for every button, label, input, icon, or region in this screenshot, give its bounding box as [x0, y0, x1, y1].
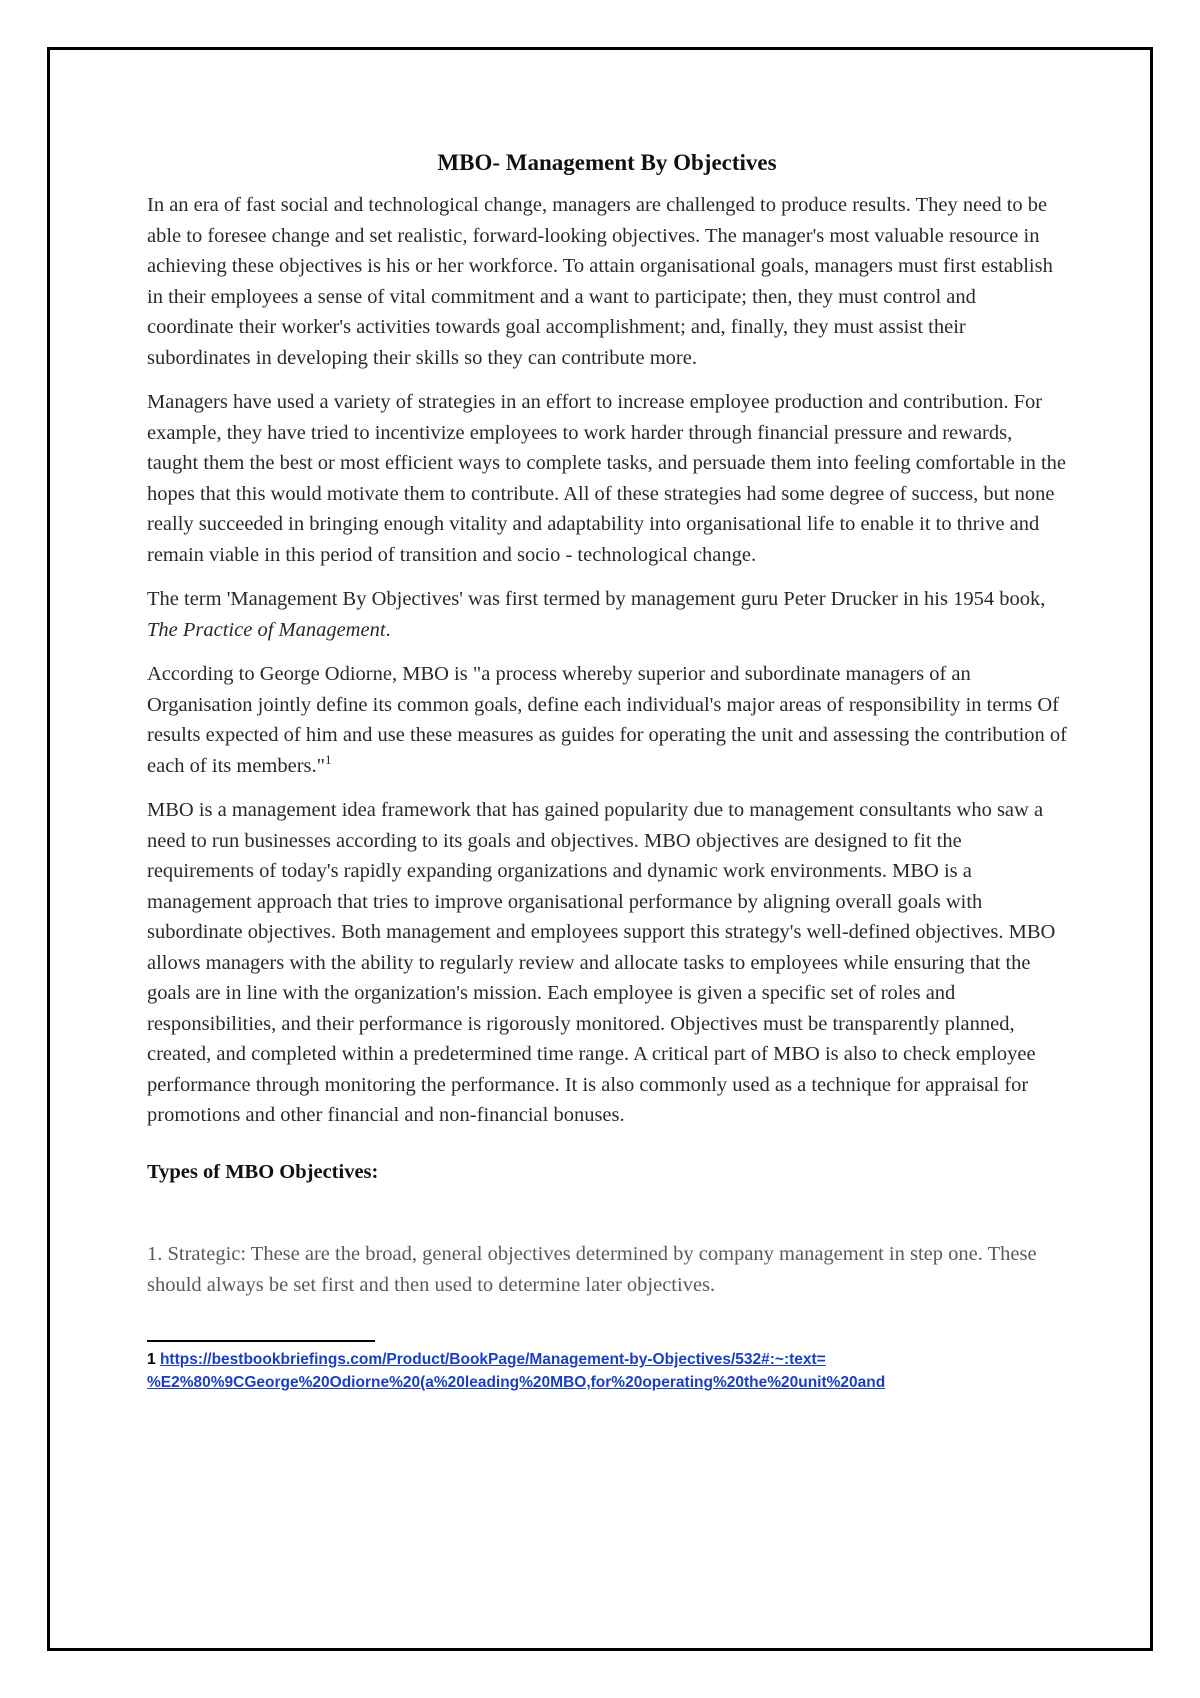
document-title: MBO- Management By Objectives — [437, 150, 777, 175]
paragraph-strategies: Managers have used a variety of strategies in an effort to increase employee production and contribution. For example, they have tried to incentivize employees to work harder through financial pressure and rewards, taught them the best or most efficient ways to complete tasks, and persuade them into feeling comfortable in the hopes that this would motivate them to contribute. All of these strategies had some degree of success, but none really succeeded in bringing enough vitality and adaptability into organisational life to enable it to thrive and remain viable in this period of transition and socio - technological change. — [147, 391, 1067, 566]
footnote-link-line-2[interactable]: %E2%80%9CGeorge%20Odiorne%20(a%20leading%20MBO,for%20operating%20the%20unit%20and — [147, 1374, 886, 1391]
paragraph-odiorne-text: According to George Odiorne, MBO is "a process whereby superior and subordinate managers of an Organisation jointly define its common goals, define each individual's major areas of responsibility in terms Of results expected of him and use these measures as guides for operating the unit and assessing the contribution of each of its members." — [147, 663, 1067, 777]
footnote-link-line-1[interactable]: https://bestbookbriefings.com/Product/BookPage/Management-by-Objectives/532#:~:text= — [159, 1351, 826, 1368]
book-title: The Practice of Management — [147, 618, 386, 641]
footnote-number: 1 — [147, 1351, 156, 1368]
paragraph-odiorne — [147, 659, 1067, 781]
paragraph-drucker — [147, 584, 1067, 645]
footnote-reference[interactable]: 1 — [325, 751, 332, 767]
document-body — [147, 148, 1067, 1394]
footnote-separator — [147, 1340, 375, 1342]
section-heading-types: Types of MBO Objectives: — [147, 1160, 379, 1183]
paragraph-intro: In an era of fast social and technological change, managers are challenged to produce results. They need to be able to foresee change and set realistic, forward-looking objectives. The manager's most valuable resource in achieving these objectives is his or her workforce. To attain organisational goals, managers must first establish in their employees a sense of vital commitment and a want to participate; then, they must control and coordinate their worker's activities towards goal accomplishment; and, finally, they must assist their subordinates in developing their skills so they can contribute more. — [147, 194, 1053, 369]
paragraph-drucker-end: . — [385, 618, 391, 641]
list-item-strategic: 1. Strategic: These are the broad, general objectives determined by company management in step one. These should always be set first and then used to determine later objectives. — [147, 1243, 1037, 1296]
footnote — [147, 1348, 1067, 1394]
paragraph-framework: MBO is a management idea framework that has gained popularity due to management consultants who saw a need to run businesses according to its goals and objectives. MBO objectives are designed to fit the requirements of today's rapidly expanding organizations and dynamic work environments. MBO is a management approach that tries to improve organisational performance by aligning overall goals with subordinate objectives. Both management and employees support this strategy's well-defined objectives. MBO allows managers with the ability to regularly review and allocate tasks to employees while ensuring that the goals are in line with the organization's mission. Each employee is given a specific set of roles and responsibilities, and their performance is rigorously monitored. Objectives must be transparently planned, created, and completed within a predetermined time range. A critical part of MBO is also to check employee performance through monitoring the performance. It is also commonly used as a technique for appraisal for promotions and other financial and non-financial bonuses. — [147, 799, 1056, 1126]
paragraph-drucker-text: The term 'Management By Objectives' was first termed by management guru Peter Drucker in his 1954 book, — [147, 588, 1046, 610]
